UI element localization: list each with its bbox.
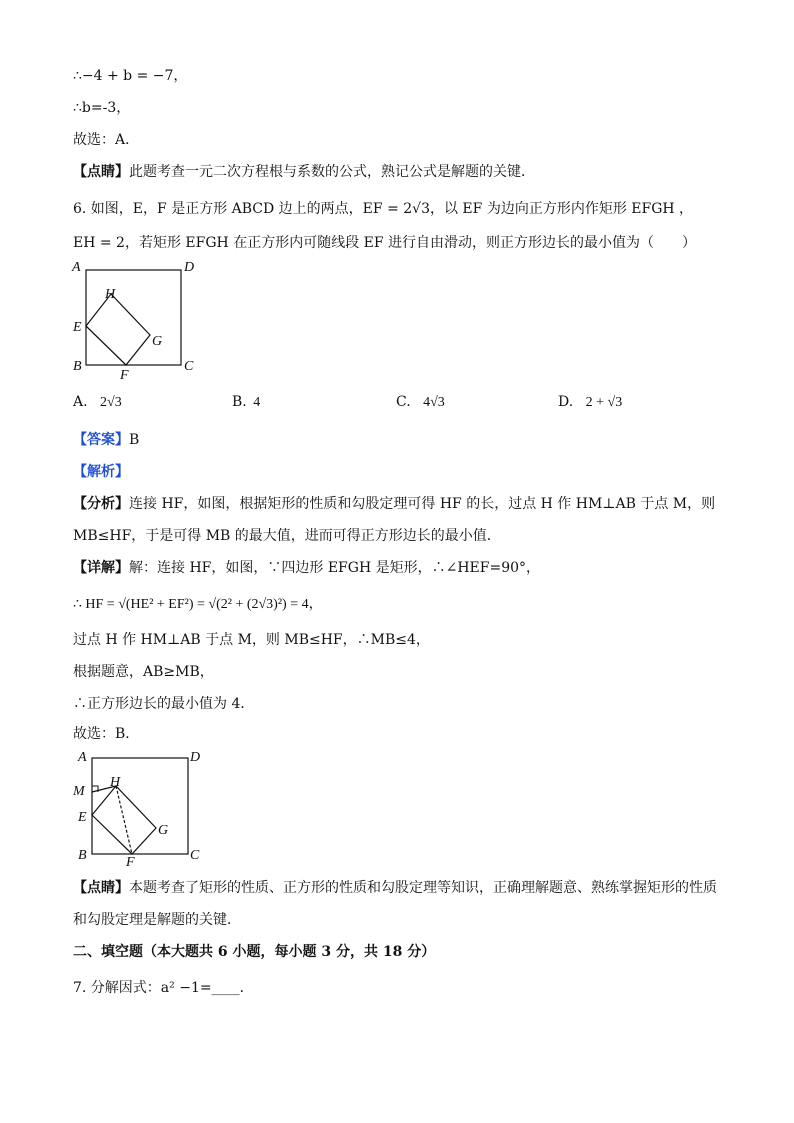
dianjing2-tag: 【点睛】: [73, 880, 129, 896]
question-7-text: 7. 分解因式：a² −1=____．: [73, 980, 254, 996]
option-d-label: D.: [558, 394, 574, 410]
label-d: D: [184, 260, 195, 275]
label-a-2: A: [78, 750, 87, 765]
option-d[interactable]: [558, 394, 622, 411]
dianjing2-line-2: [73, 910, 241, 930]
label-d-2: D: [190, 750, 201, 765]
min-side-text: ∴正方形边长的最小值为 4．: [73, 696, 255, 712]
label-h: H: [105, 287, 116, 302]
segment-hf: [116, 786, 132, 854]
dianjing2-line-1: [73, 878, 717, 898]
segment-ef: [86, 326, 126, 365]
label-b-2: B: [78, 848, 87, 863]
label-e-2: E: [78, 810, 87, 825]
fenxi-text-2: MB≤HF，于是可得 MB 的最大值，进而可得正方形边长的最小值．: [73, 528, 501, 544]
line-min-side: [73, 694, 254, 714]
fenxi-text-1: 连接 HF，如图，根据矩形的性质和勾股定理可得 HF 的长，过点 H 作 HM⊥AB 于点 M，则: [129, 496, 716, 512]
dianjing2-text-2: 和勾股定理是解题的关键．: [73, 912, 241, 928]
option-b-label: B.: [232, 394, 247, 410]
option-a-value: 2√3: [100, 395, 122, 410]
line-ab-mb: [73, 662, 214, 682]
figure-2-square: [68, 746, 218, 871]
option-c-value: 4√3: [423, 395, 445, 410]
label-g-2: G: [158, 823, 169, 838]
question-6-line-2: [73, 233, 696, 253]
rectangle-efgh: [86, 294, 150, 365]
b-value: ∴b=-3，: [73, 100, 131, 116]
xiangjie-text-1: 解：连接 HF，如图，∵四边形 EFGH 是矩形，∴∠HEF=90°，: [129, 560, 541, 576]
question-6-text-1: 6. 如图，E，F 是正方形 ABCD 边上的两点，EF = 2√3，以 EF 为边向正方形内作矩形 EFGH ，: [73, 201, 694, 217]
line-b-equation: [73, 66, 187, 86]
equation-hf: ∴ HF = √(HE² + EF²) = √(2² + (2√3)²) = 4，: [73, 597, 323, 612]
option-a-label: A.: [73, 394, 88, 410]
label-h-2: H: [110, 775, 121, 790]
label-a: A: [72, 260, 81, 275]
dianjing-text: 此题考查一元二次方程根与系数的公式，熟记公式是解题的关键．: [129, 164, 535, 180]
square-abcd-2: [92, 758, 188, 854]
dianjing2-text-1: 本题考查了矩形的性质、正方形的性质和勾股定理等知识，正确理解题意、熟练掌握矩形的性质: [129, 880, 717, 896]
label-b: B: [73, 359, 82, 374]
option-d-value: 2 + √3: [585, 395, 623, 410]
label-c-2: C: [190, 848, 200, 863]
option-b-value: 4: [253, 395, 261, 410]
section-2-heading: [73, 942, 435, 962]
analysis-line: [73, 462, 129, 482]
equation-hf-line: [73, 594, 323, 615]
line-select-b: [73, 724, 139, 744]
label-c: C: [184, 359, 194, 374]
fenxi-line-1: [73, 494, 715, 514]
figure-1-square: [68, 258, 228, 383]
analysis-tag: 【解析】: [73, 464, 129, 480]
line-select-a: [73, 130, 139, 150]
fenxi-tag: 【分析】: [73, 496, 129, 512]
select-a: 故选：A．: [73, 132, 140, 148]
question-7-line: [73, 978, 254, 998]
label-f: F: [120, 368, 129, 383]
option-c-label: C.: [396, 394, 411, 410]
answer-line: [73, 430, 139, 450]
label-e: E: [73, 320, 82, 335]
b-equation: ∴−4 + b = −7，: [73, 68, 188, 84]
label-f-2: F: [126, 855, 135, 870]
section-2-text: 二、填空题（本大题共 6 小题，每小题 3 分，共 18 分）: [73, 944, 436, 960]
line-b-value: [73, 98, 130, 118]
option-b[interactable]: [232, 394, 260, 411]
dianjing-tag: 【点睛】: [73, 164, 129, 180]
line-mb: [73, 630, 430, 650]
option-a[interactable]: [73, 394, 122, 411]
line-dianjing-1: [73, 162, 535, 182]
xiangjie-tag: 【详解】: [73, 560, 129, 576]
fenxi-line-2: [73, 526, 501, 546]
question-6-line-1: [73, 199, 693, 219]
ab-mb-text: 根据题意，AB≥MB，: [73, 664, 214, 680]
answer-value: B: [129, 432, 140, 448]
answer-tag: 【答案】: [73, 432, 129, 448]
mb-text: 过点 H 作 HM⊥AB 于点 M，则 MB≤HF，∴MB≤4，: [73, 632, 430, 648]
xiangjie-line-1: [73, 558, 540, 578]
select-b-text: 故选：B．: [73, 726, 140, 742]
label-g: G: [152, 334, 163, 349]
question-6-text-2: EH = 2，若矩形 EFGH 在正方形内可随线段 EF 进行自由滑动，则正方形边长的最小值为（ ）: [73, 235, 697, 251]
option-c[interactable]: [396, 394, 445, 411]
rectangle-efgh-2: [92, 786, 156, 854]
label-m-2: M: [73, 784, 85, 799]
